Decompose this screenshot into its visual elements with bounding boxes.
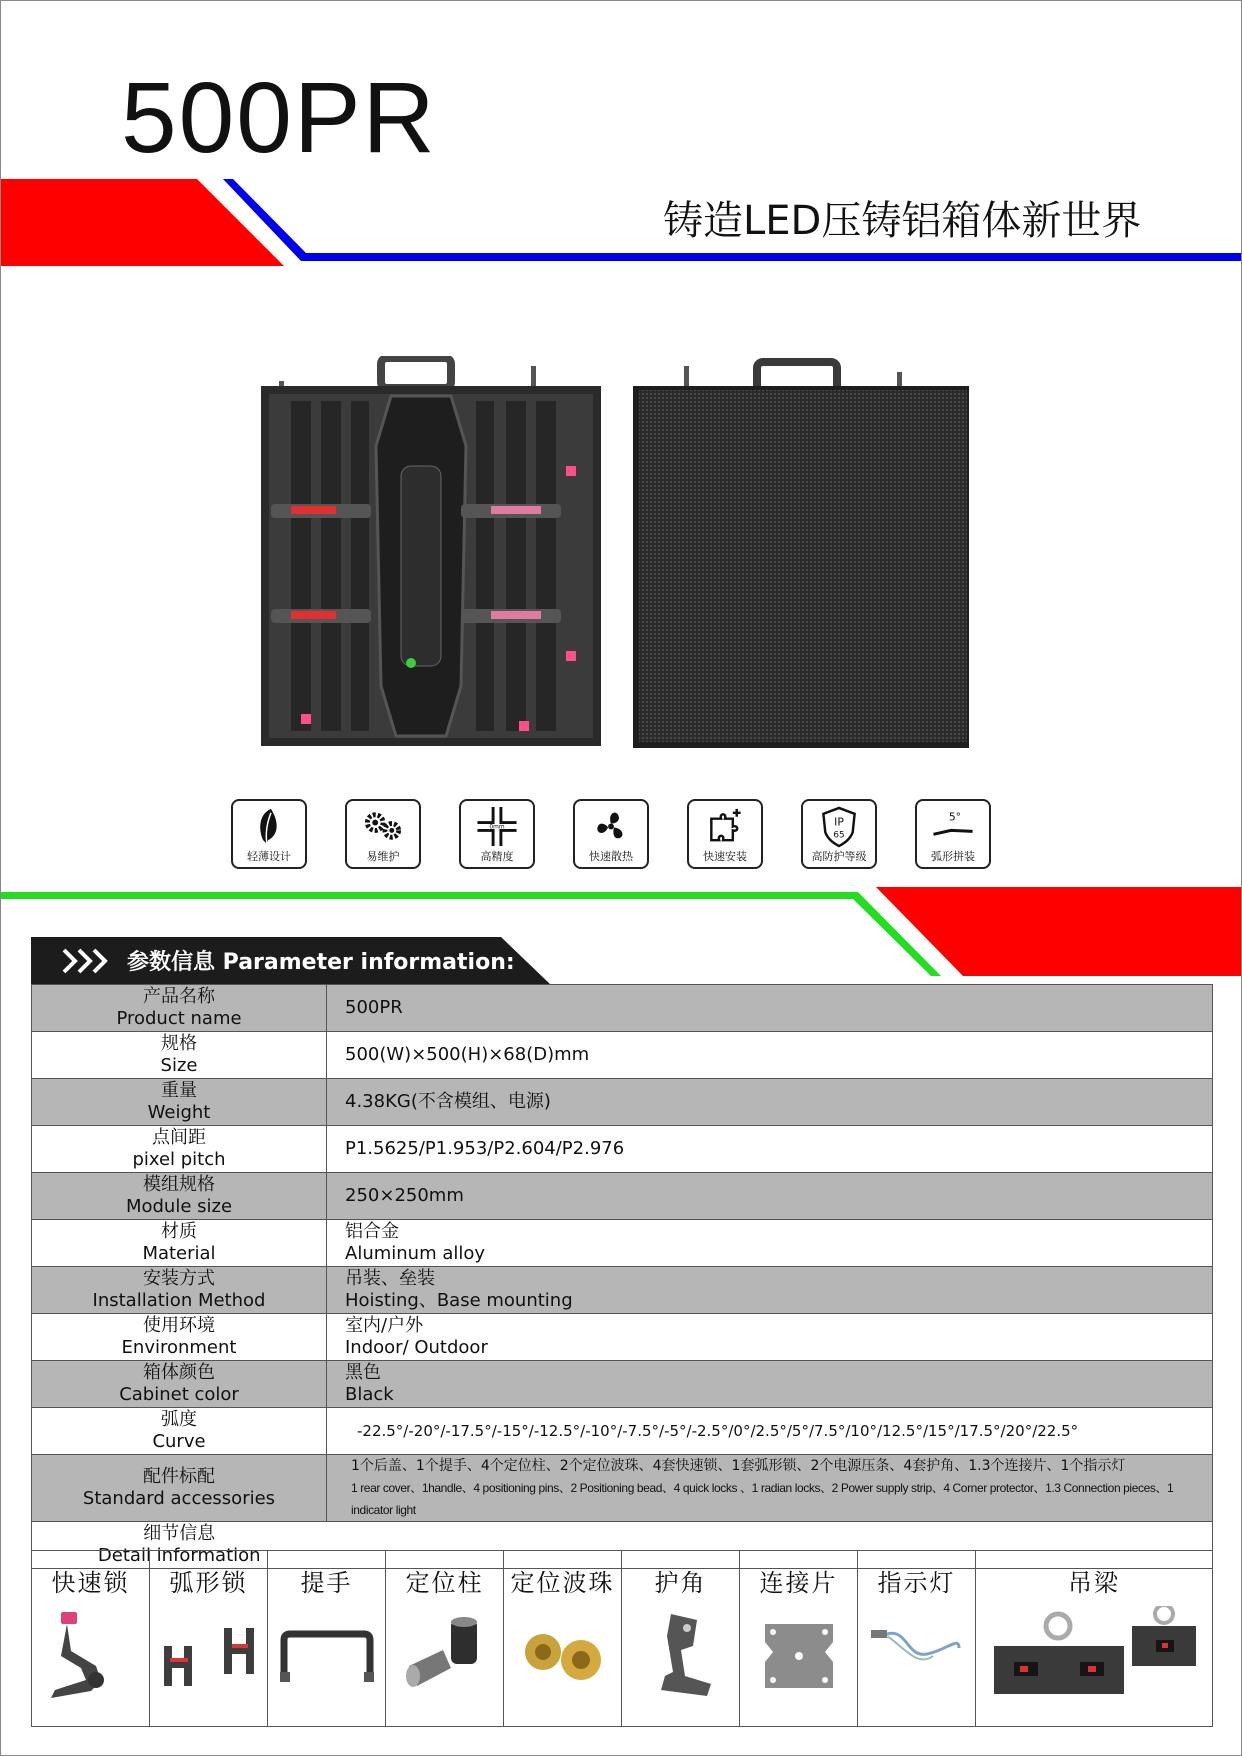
row-key: 规格 Size — [32, 1032, 327, 1079]
row-key: 使用环境 Environment — [32, 1314, 327, 1361]
precision-mark: 0mm — [489, 824, 505, 831]
row-value: 500(W)×500(H)×68(D)mm — [327, 1032, 1213, 1079]
feature-lightweight — [231, 799, 307, 869]
detail-hanging-beam: 吊梁 — [976, 1551, 1212, 1726]
feature-label: 快速安装 — [703, 850, 747, 863]
table-row — [32, 1455, 1213, 1522]
detail-corner-protector: 护角 — [622, 1551, 740, 1726]
feature-precision — [459, 799, 535, 869]
row-key: 材质 Material — [32, 1220, 327, 1267]
page-title: 500PR — [121, 62, 437, 174]
feature-label: 高精度 — [480, 850, 514, 863]
table-row — [32, 1032, 1213, 1079]
feature-protection — [801, 799, 877, 869]
detail-positioning-bead: 定位波珠 — [504, 1551, 622, 1726]
row-key: 模组规格 Module size — [32, 1173, 327, 1220]
row-value: 500PR — [327, 985, 1213, 1032]
feature-curve — [915, 799, 991, 869]
ip-rating: 65 — [833, 830, 845, 841]
detail-quick-lock: 快速锁 — [32, 1551, 150, 1726]
row-value: 黑色 Black — [327, 1361, 1213, 1408]
detail-connection-piece: 连接片 — [740, 1551, 858, 1726]
feature-icons-row — [231, 799, 991, 869]
feature-cooling — [573, 799, 649, 869]
handle-image — [272, 1606, 382, 1706]
row-value: 4.38KG(不含模组、电源) — [327, 1079, 1213, 1126]
row-value: 室内/户外 Indoor/ Outdoor — [327, 1314, 1213, 1361]
detail-arc-lock: 弧形锁 — [150, 1551, 268, 1726]
feature-label: 弧形拼装 — [931, 850, 975, 863]
detail-handle: 提手 — [268, 1551, 386, 1726]
table-row — [32, 1126, 1213, 1173]
row-key: 产品名称 Product name — [32, 985, 327, 1032]
indicator-light-image — [867, 1606, 967, 1706]
param-header: 参数信息 Parameter information: — [127, 950, 515, 975]
curve-mark: 5° — [948, 810, 962, 824]
gears-icon — [361, 805, 405, 848]
row-value: 吊装、垒装 Hoisting、Base mounting — [327, 1267, 1213, 1314]
cabinet-rear-image — [251, 356, 611, 756]
ip-mark: IP — [834, 815, 844, 829]
table-row — [32, 1314, 1213, 1361]
feature-label: 易维护 — [366, 850, 400, 863]
row-key: 细节信息 Detail information — [32, 1522, 327, 1569]
table-row — [32, 985, 1213, 1032]
feature-label: 轻薄设计 — [247, 850, 291, 863]
row-key: 安装方式 Installation Method — [32, 1267, 327, 1314]
feature-label: 快速散热 — [589, 850, 633, 863]
page-subtitle: 铸造LED压铸铝箱体新世界 — [663, 198, 1142, 244]
positioning-pin-image — [395, 1606, 495, 1706]
detail-positioning-pin: 定位柱 — [386, 1551, 504, 1726]
row-value: 铝合金 Aluminum alloy — [327, 1220, 1213, 1267]
positioning-bead-image — [513, 1606, 613, 1706]
table-row — [32, 1079, 1213, 1126]
table-row — [32, 1267, 1213, 1314]
detail-images-row — [31, 1550, 1213, 1727]
row-value: 1个后盖、1个提手、4个定位柱、2个定位波珠、4套快速锁、1套弧形锁、2个电源压条、4套护角、1.3个连接片、1个指示灯 1 rear cover、1handle、4 positioning pins、2 Positioning bead、4 quick locks 、1 radian locks、2 Power supply strip、4 Corner protector、1.3 Connection pieces、1 indicator light — [327, 1455, 1213, 1522]
arc-icon — [931, 805, 975, 848]
feature-maintenance — [345, 799, 421, 869]
fan-icon — [589, 805, 633, 848]
row-key: 配件标配 Standard accessories — [32, 1455, 327, 1522]
row-key: 重量 Weight — [32, 1079, 327, 1126]
table-row — [32, 1361, 1213, 1408]
precision-grid-icon — [475, 805, 519, 848]
quick-lock-image — [41, 1606, 141, 1706]
hanging-beam-image — [984, 1606, 1204, 1716]
row-key: 点间距 pixel pitch — [32, 1126, 327, 1173]
spec-table — [31, 984, 1213, 1569]
detail-indicator-light: 指示灯 — [858, 1551, 976, 1726]
middle-red-band — [876, 887, 1241, 976]
row-key: 箱体颜色 Cabinet color — [32, 1361, 327, 1408]
puzzle-icon — [703, 805, 747, 848]
row-value: P1.5625/P1.953/P2.604/P2.976 — [327, 1126, 1213, 1173]
row-key: 弧度 Curve — [32, 1408, 327, 1455]
row-value: -22.5°/-20°/-17.5°/-15°/-12.5°/-10°/-7.5°/-5°/-2.5°/0°/2.5°/5°/7.5°/10°/12.5°/15°/17.5°/20°/22.5° — [327, 1408, 1213, 1455]
feature-quick-install — [687, 799, 763, 869]
table-row — [32, 1408, 1213, 1455]
feather-icon — [247, 805, 291, 848]
feature-label: 高防护等级 — [811, 850, 867, 863]
corner-protector-image — [631, 1606, 731, 1706]
row-value: 250×250mm — [327, 1173, 1213, 1220]
table-row — [32, 1173, 1213, 1220]
arc-lock-image — [154, 1606, 264, 1706]
table-row — [32, 1220, 1213, 1267]
connection-piece-image — [749, 1606, 849, 1706]
ip-shield-icon — [817, 805, 861, 848]
cabinet-front-image — [629, 356, 974, 756]
